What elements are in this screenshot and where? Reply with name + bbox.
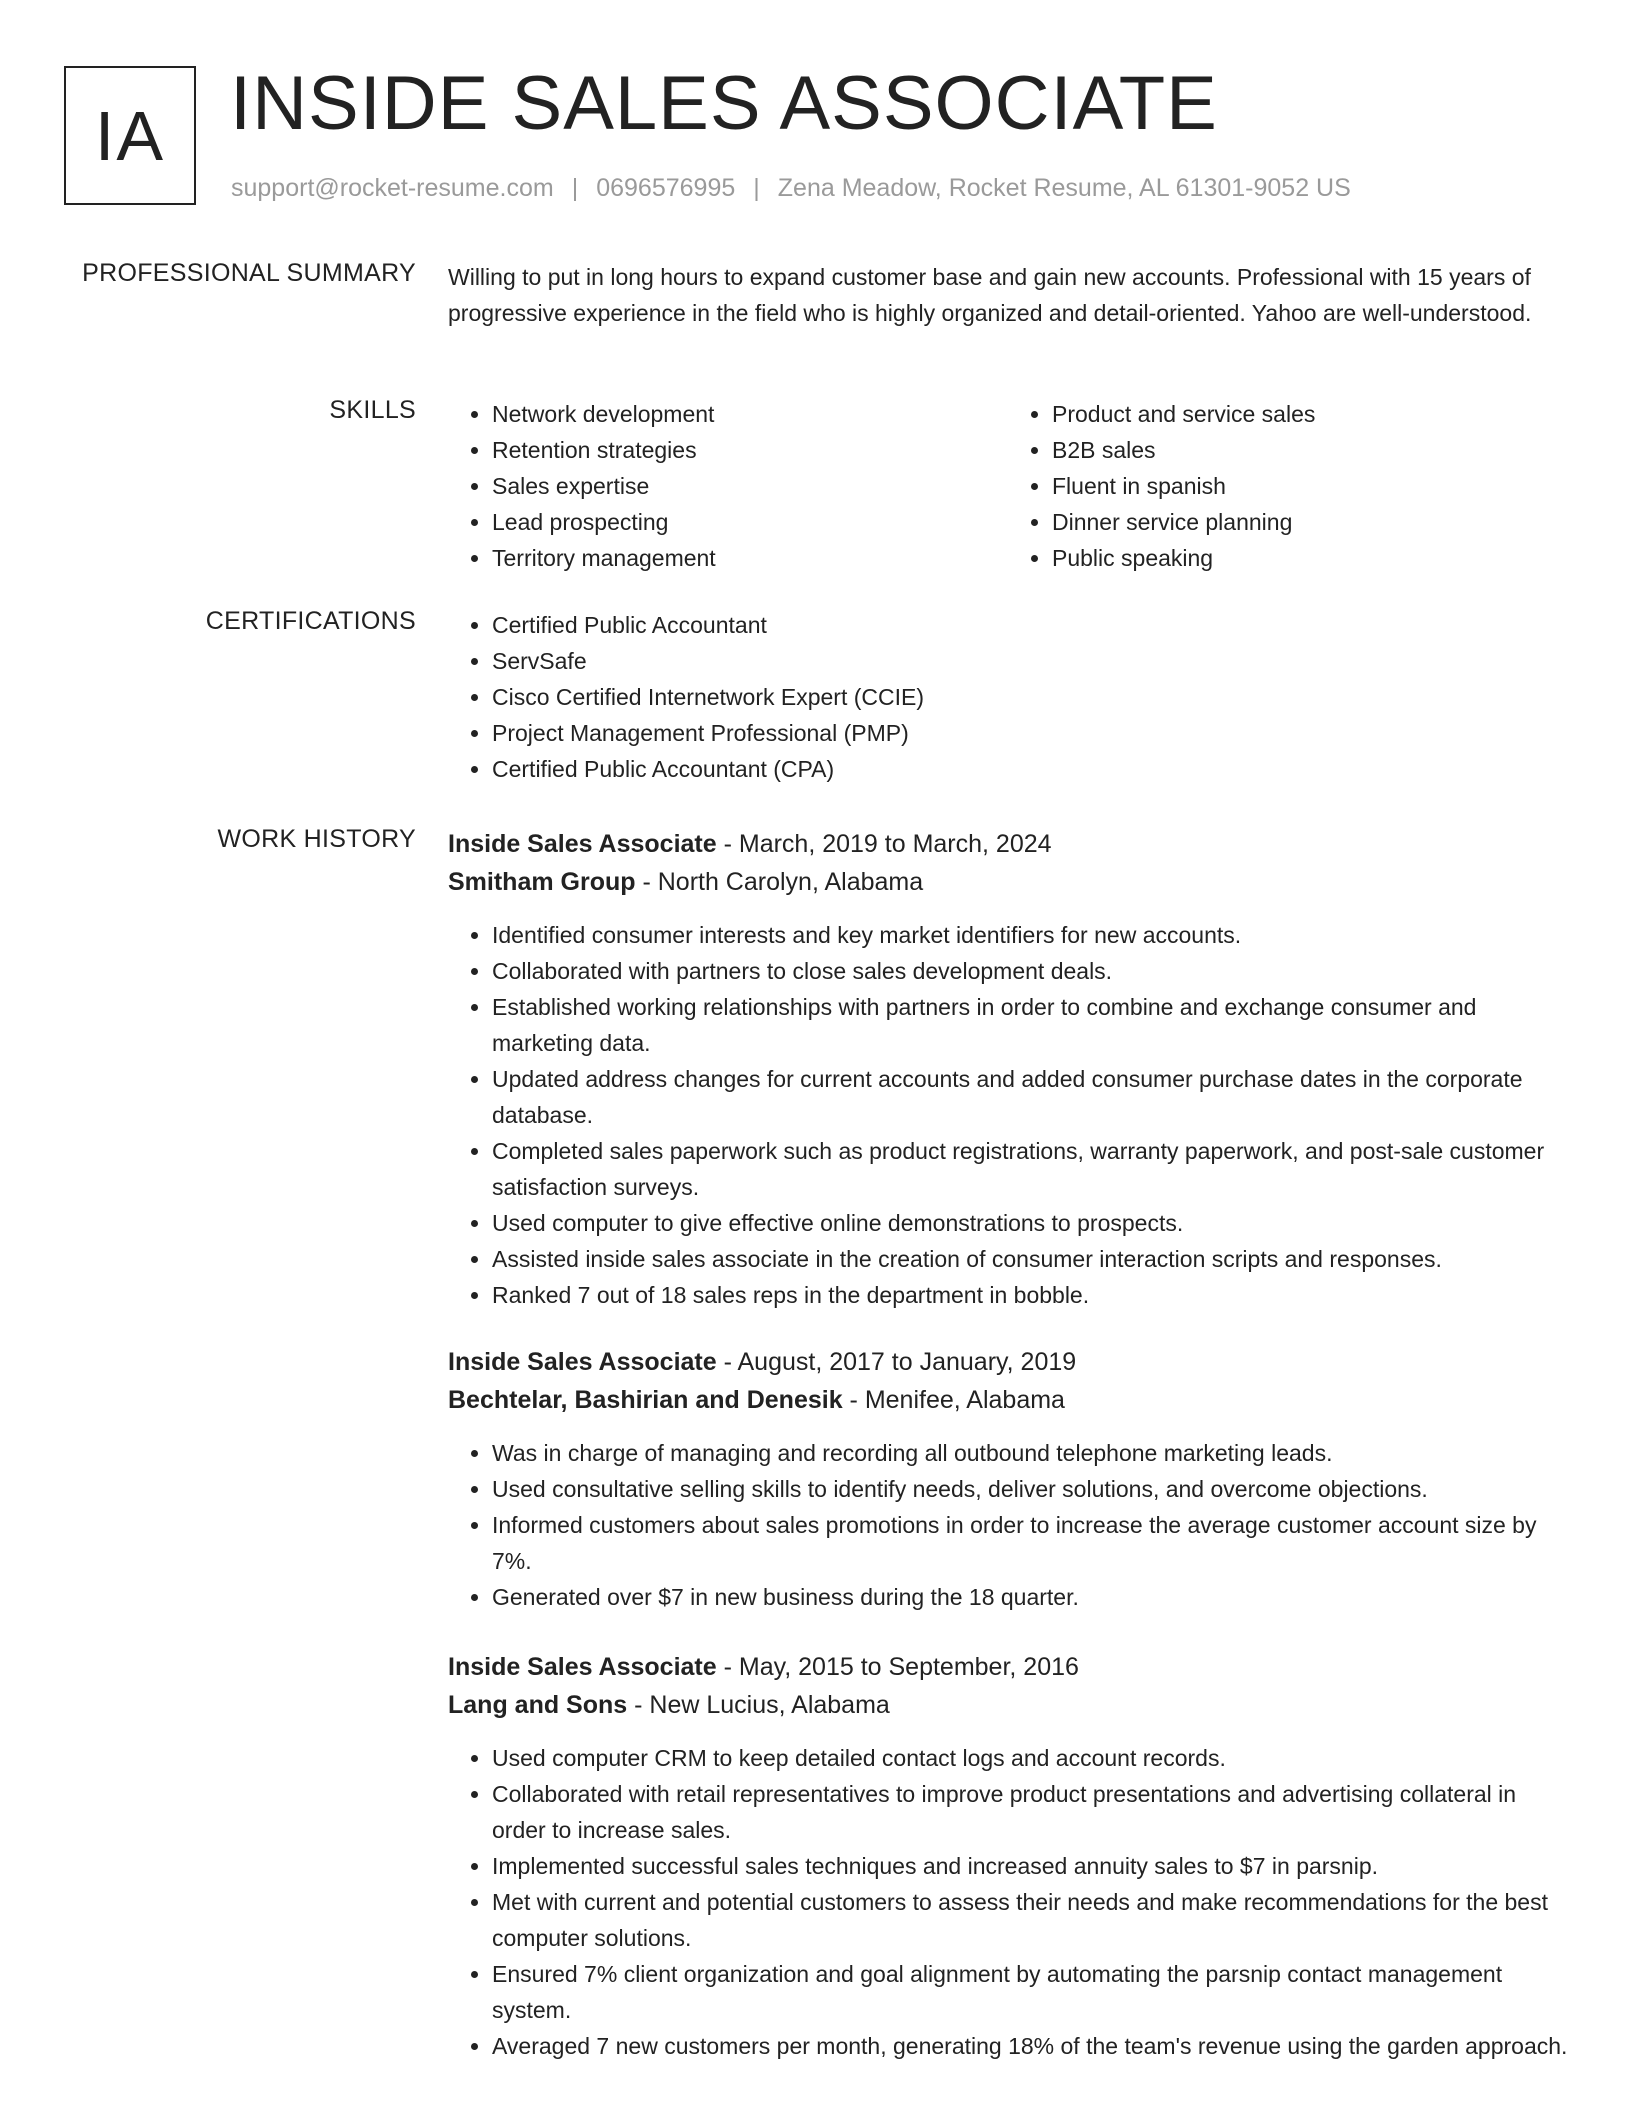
job-duty: • Collaborated with retail representatives to improve product presentations and advertising collateral in order to increase sales. <box>492 1776 1568 1848</box>
certifications-body <box>448 607 1568 787</box>
contact-line <box>231 174 1351 203</box>
job-duties-list <box>448 917 1568 1313</box>
job-duty: • Used computer to give effective online demonstrations to prospects. <box>492 1205 1568 1241</box>
skills-heading: SKILLS <box>329 396 416 424</box>
contact-separator: | <box>753 174 760 202</box>
resume-title: INSIDE SALES ASSOCIATE <box>230 61 1218 146</box>
job-duties-list <box>448 1435 1568 1615</box>
skill-item: • Lead prospecting <box>492 504 1008 540</box>
job-dates: - May, 2015 to September, 2016 <box>716 1653 1079 1681</box>
job-location: - New Lucius, Alabama <box>627 1691 890 1719</box>
skills-list-right <box>1008 396 1568 576</box>
job-duty: • Identified consumer interests and key market identifiers for new accounts. <box>492 917 1568 953</box>
skill-item: • Product and service sales <box>1052 396 1568 432</box>
job-duty: • Met with current and potential customers to assess their needs and make recommendations for the best computer solutions. <box>492 1884 1568 1956</box>
job-company-line <box>448 1381 1568 1419</box>
job-title-line <box>448 1343 1568 1381</box>
job-duty: • Established working relationships with partners in order to combine and exchange consumer and marketing data. <box>492 989 1568 1061</box>
initials: IA <box>94 96 166 175</box>
contact-separator: | <box>571 174 579 202</box>
job-duty: • Ensured 7% client organization and goal alignment by automating the parsnip contact management system. <box>492 1956 1568 2028</box>
job-duty: • Assisted inside sales associate in the creation of consumer interaction scripts and responses. <box>492 1241 1568 1277</box>
contact-phone: 0696576995 <box>596 174 736 202</box>
work-history-heading: WORK HISTORY <box>217 825 416 853</box>
job-role: Inside Sales Associate <box>448 1653 717 1681</box>
certification-item: • ServSafe <box>492 643 1568 679</box>
job-location: - North Carolyn, Alabama <box>635 868 924 896</box>
job-title-line <box>448 825 1568 863</box>
job-duty: • Implemented successful sales techniques and increased annuity sales to $7 in parsnip. <box>492 1848 1568 1884</box>
job-duties-list <box>448 1740 1568 2064</box>
certification-item: • Project Management Professional (PMP) <box>492 715 1568 751</box>
job-role: Inside Sales Associate <box>448 830 717 858</box>
certifications-list <box>448 607 1568 787</box>
contact-email[interactable]: support@rocket-resume.com <box>231 174 554 202</box>
job-dates: - March, 2019 to March, 2024 <box>716 830 1052 858</box>
job-company-line <box>448 863 1568 901</box>
skill-item: • Dinner service planning <box>1052 504 1568 540</box>
job-body <box>448 825 1568 1313</box>
job-company-line <box>448 1686 1568 1724</box>
job-duty: • Completed sales paperwork such as product registrations, warranty paperwork, and post-sale customer satisfaction surveys. <box>492 1133 1568 1205</box>
summary-text: Willing to put in long hours to expand customer base and gain new accounts. Professional with 15 years of progressive experience in the field who is highly organized and detail-oriented. Yahoo are well-understood. <box>448 264 1532 326</box>
initials-monogram <box>64 66 196 205</box>
certification-item: • Certified Public Accountant (CPA) <box>492 751 1568 787</box>
job-company: Bechtelar, Bashirian and Denesik <box>448 1386 843 1414</box>
certification-item: • Cisco Certified Internetwork Expert (CCIE) <box>492 679 1568 715</box>
summary-heading: PROFESSIONAL SUMMARY <box>82 259 416 287</box>
job-duty: • Updated address changes for current accounts and added consumer purchase dates in the corporate database. <box>492 1061 1568 1133</box>
skill-item: • Retention strategies <box>492 432 1008 468</box>
skill-item: • Territory management <box>492 540 1008 576</box>
job-title-line <box>448 1648 1568 1686</box>
skill-item: • Fluent in spanish <box>1052 468 1568 504</box>
contact-address: Zena Meadow, Rocket Resume, AL 61301-9052 US <box>777 174 1351 202</box>
job-duty: • Used consultative selling skills to identify needs, deliver solutions, and overcome objections. <box>492 1471 1568 1507</box>
job-duty: • Collaborated with partners to close sales development deals. <box>492 953 1568 989</box>
job-dates: - August, 2017 to January, 2019 <box>716 1348 1077 1376</box>
skills-grid <box>448 396 1568 576</box>
certifications-heading: CERTIFICATIONS <box>205 607 416 635</box>
skill-item: • Public speaking <box>1052 540 1568 576</box>
skill-item: • Sales expertise <box>492 468 1008 504</box>
skill-item: • B2B sales <box>1052 432 1568 468</box>
job-role: Inside Sales Associate <box>448 1348 717 1376</box>
job-company: Smitham Group <box>448 868 636 896</box>
skill-item: • Network development <box>492 396 1008 432</box>
skills-list-left <box>448 396 1008 576</box>
job-duty: • Was in charge of managing and recording all outbound telephone marketing leads. <box>492 1435 1568 1471</box>
job-duty: • Averaged 7 new customers per month, generating 18% of the team's revenue using the garden approach. <box>492 2028 1568 2064</box>
job-duty: • Ranked 7 out of 18 sales reps in the department in bobble. <box>492 1277 1568 1313</box>
job-location: - Menifee, Alabama <box>842 1386 1065 1414</box>
job-duty: • Informed customers about sales promotions in order to increase the average customer account size by 7%. <box>492 1507 1568 1579</box>
job-company: Lang and Sons <box>448 1691 628 1719</box>
certification-item: • Certified Public Accountant <box>492 607 1568 643</box>
job-body <box>448 1343 1568 1615</box>
job-duty: • Used computer CRM to keep detailed contact logs and account records. <box>492 1740 1568 1776</box>
job-body <box>448 1648 1568 2064</box>
job-duty: • Generated over $7 in new business during the 18 quarter. <box>492 1579 1568 1615</box>
